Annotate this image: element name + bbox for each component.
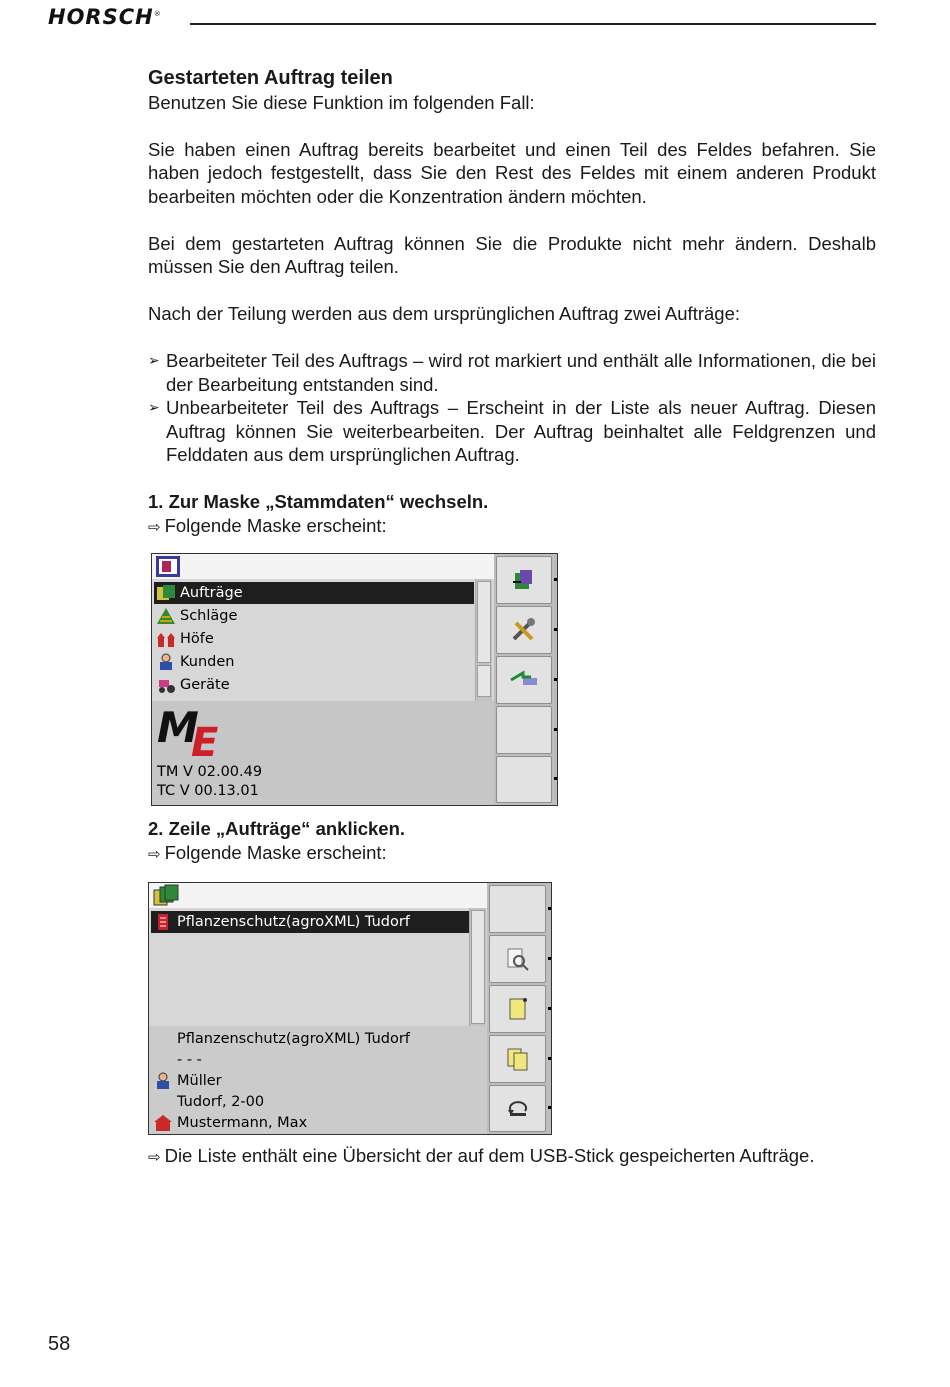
tools-icon <box>510 617 538 643</box>
step-title: 1. Zur Maske „Stammdaten“ wechseln. <box>148 491 489 512</box>
svg-text:M: M <box>157 706 199 752</box>
list-item: ➢ Unbearbeiteter Teil des Auftrags – Erscheint in der Liste als neuer Auftrag. Diesen Auftrag können Sie weiterbearbeiten. Der Auftrag beinhaltet alle Feldgrenzen und Felddaten aus dem ursprünglichen Auftrag. <box>148 397 876 465</box>
scrollbar-thumb[interactable] <box>477 581 491 663</box>
magnifier-document-icon <box>505 946 531 972</box>
list-scrollbar[interactable] <box>469 908 486 1026</box>
list-item-hoefe[interactable]: Höfe <box>154 628 474 650</box>
section-title: Gestarteten Auftrag teilen <box>148 67 393 89</box>
version-tm: TM V 02.00.49 <box>157 764 263 780</box>
list-item-geraete[interactable]: Geräte <box>154 674 474 696</box>
order-details-panel <box>149 1026 487 1134</box>
detail-customer: Müller <box>151 1070 222 1092</box>
copy-document-icon <box>505 1046 531 1072</box>
screen-header <box>149 883 487 908</box>
field-icon <box>156 607 176 625</box>
customer-icon <box>153 1072 173 1090</box>
header-rule <box>190 23 876 25</box>
result-arrow-icon: ⇨ <box>148 1149 161 1166</box>
text-block-intro <box>148 67 876 539</box>
terminal-screen-auftraege <box>148 882 552 1135</box>
import-data-icon <box>511 568 537 592</box>
softkey-import[interactable] <box>496 556 552 604</box>
softkey-empty-5[interactable] <box>496 756 552 803</box>
detail-placeholder: - - - <box>177 1052 202 1068</box>
scrollbar-thumb[interactable] <box>471 910 485 1024</box>
text-block-final <box>148 1144 876 1170</box>
triangle-bullet-icon: ➢ <box>148 399 160 415</box>
softkey-settings[interactable] <box>496 606 552 654</box>
tractor-icon <box>156 676 176 694</box>
detail-field: Tudorf, 2-00 <box>177 1094 265 1110</box>
horsch-logo: HORSCH® <box>48 5 162 29</box>
screen-header <box>152 554 494 579</box>
text-block-step2 <box>148 817 876 866</box>
detail-farm: Mustermann, Max <box>151 1112 307 1134</box>
customer-icon <box>156 653 176 671</box>
result-arrow-icon: ⇨ <box>148 845 161 863</box>
list-item-order[interactable]: Pflanzenschutz(agroXML) Tudorf <box>151 911 469 933</box>
farm-icon <box>153 1114 173 1132</box>
order-red-icon <box>153 913 173 931</box>
terminal-screen-stammdaten <box>151 553 558 806</box>
stammdaten-book-icon <box>155 555 181 578</box>
step-result: ⇨ Folgende Maske erscheint: <box>148 841 387 863</box>
svg-text:E: E <box>191 720 219 758</box>
softkey-bar <box>494 554 557 805</box>
softkey-copy-order[interactable] <box>489 1035 546 1083</box>
new-document-icon <box>506 996 530 1022</box>
orders-icon <box>156 584 176 602</box>
page-number: 58 <box>48 1333 71 1355</box>
list-item-kunden[interactable]: Kunden <box>154 651 474 673</box>
triangle-bullet-icon: ➢ <box>148 352 160 368</box>
list-item: ➢ Bearbeiteter Teil des Auftrags – wird rot markiert und enthält alle Informationen, die bei der Bearbeitung entstanden sind. <box>148 350 876 395</box>
detail-order-name: Pflanzenschutz(agroXML) Tudorf <box>177 1031 410 1047</box>
list-item-schlaege[interactable]: Schläge <box>154 605 474 627</box>
softkey-search[interactable] <box>489 935 546 983</box>
softkey-empty-4[interactable] <box>496 706 552 754</box>
return-arrow-icon <box>505 1097 531 1121</box>
list-scrollbar[interactable] <box>475 579 492 701</box>
orders-header-icon <box>152 884 180 907</box>
info-panel <box>152 701 494 805</box>
paragraph: Sie haben einen Auftrag bereits bearbeitet und einen Teil des Feldes befahren. Sie haben jedoch festgestellt, dass Sie den Rest des Feldes mit einem anderen Produkt bearbeiten möchten oder die Konzentration ändern möchten. <box>148 138 876 207</box>
scrollbar-track-segment[interactable] <box>477 665 491 697</box>
softkey-empty-1[interactable] <box>489 885 546 933</box>
final-result: ⇨ Die Liste enthält eine Übersicht der auf dem USB-Stick gespeicherten Aufträge. <box>148 1145 815 1166</box>
result-arrow-icon: ⇨ <box>148 518 161 536</box>
usb-transfer-icon <box>509 668 539 692</box>
softkey-back[interactable] <box>489 1085 546 1132</box>
farm-icon <box>156 630 176 648</box>
version-tc: TC V 00.13.01 <box>157 783 259 799</box>
paragraph: Benutzen Sie diese Funktion im folgenden Fall: <box>148 91 535 113</box>
paragraph: Nach der Teilung werden aus dem ursprünglichen Auftrag zwei Aufträge: <box>148 303 741 324</box>
list-item-auftraege[interactable]: Aufträge <box>154 582 474 604</box>
step-result: ⇨ Folgende Maske erscheint: <box>148 514 387 536</box>
me-logo <box>157 706 237 758</box>
softkey-transfer[interactable] <box>496 656 552 704</box>
paragraph: Bei dem gestarteten Auftrag können Sie die Produkte nicht mehr ändern. Deshalb müssen Sie den Auftrag teilen. <box>148 232 876 277</box>
step-title: 2. Zeile „Aufträge“ anklicken. <box>148 818 406 839</box>
softkey-new-order[interactable] <box>489 985 546 1033</box>
softkey-bar <box>487 883 551 1134</box>
